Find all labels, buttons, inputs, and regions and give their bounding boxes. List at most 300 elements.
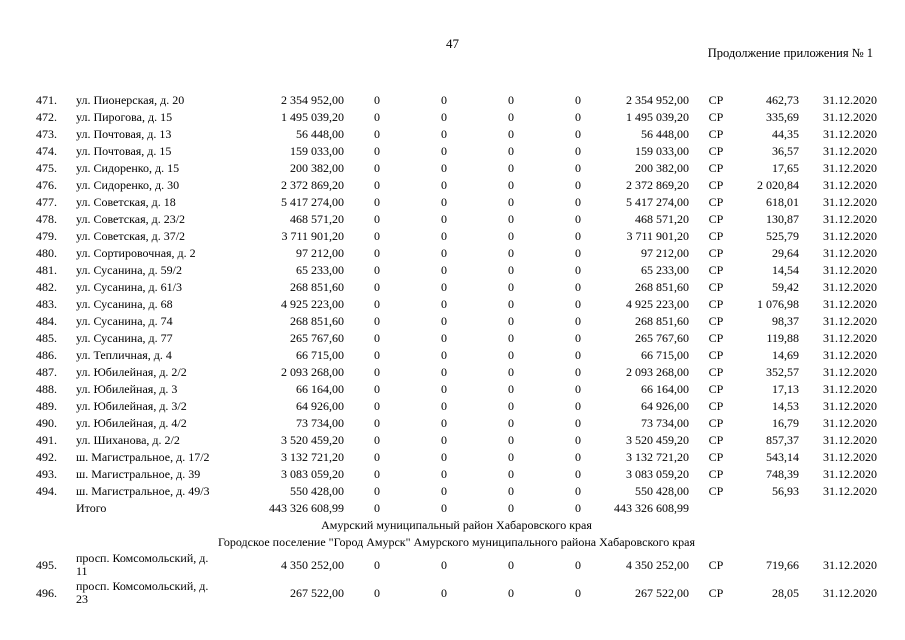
- row-zero-3: 0: [508, 331, 514, 345]
- row-zero-1: 0: [374, 557, 380, 572]
- row-zero-2: 0: [441, 144, 447, 158]
- row-type: СР: [708, 433, 724, 447]
- row-zero-3: 0: [508, 557, 514, 572]
- row-date: 31.12.2020: [823, 161, 877, 175]
- row-value: 119,88: [766, 331, 799, 345]
- table-row: [36, 194, 877, 211]
- row-total: 66 164,00: [296, 382, 344, 396]
- row-zero-3: 0: [508, 416, 514, 430]
- row-total: 2 354 952,00: [281, 93, 344, 107]
- row-zero-4: 0: [575, 263, 581, 277]
- total-zero-3: 0: [508, 501, 514, 515]
- row-total: 5 417 274,00: [281, 195, 344, 209]
- table-row: [36, 449, 877, 466]
- row-value: 857,37: [766, 433, 799, 447]
- row-zero-2: 0: [441, 178, 447, 192]
- row-zero-3: 0: [508, 280, 514, 294]
- row-zero-1: 0: [374, 399, 380, 413]
- row-zero-4: 0: [575, 557, 581, 572]
- row-value: 2 020,84: [757, 178, 799, 192]
- row-total: 64 926,00: [296, 399, 344, 413]
- table-row: [36, 92, 877, 109]
- row-zero-2: 0: [441, 365, 447, 379]
- row-number: 495.: [36, 557, 57, 572]
- row-zero-3: 0: [508, 144, 514, 158]
- row-value: 525,79: [766, 229, 799, 243]
- row-sum: 265 767,60: [635, 331, 689, 345]
- registry-table: [36, 92, 877, 607]
- row-zero-4: 0: [575, 297, 581, 311]
- row-zero-2: 0: [441, 161, 447, 175]
- total-zero-2: 0: [441, 501, 447, 515]
- row-type: СР: [708, 450, 724, 464]
- row-date: 31.12.2020: [823, 263, 877, 277]
- row-type: СР: [708, 144, 724, 158]
- row-zero-4: 0: [575, 127, 581, 141]
- row-address: ул. Юбилейная, д. 3: [76, 382, 178, 396]
- row-total: 56 448,00: [296, 127, 344, 141]
- table-row: [36, 211, 877, 228]
- total-label: Итого: [76, 501, 107, 515]
- row-sum: 64 926,00: [641, 399, 689, 413]
- row-value: 98,37: [772, 314, 799, 328]
- row-total: 3 520 459,20: [281, 433, 344, 447]
- row-zero-1: 0: [374, 127, 380, 141]
- section-heading-row: [36, 534, 877, 551]
- row-zero-2: 0: [441, 484, 447, 498]
- row-date: 31.12.2020: [823, 585, 877, 600]
- row-value: 56,93: [772, 484, 799, 498]
- row-zero-2: 0: [441, 467, 447, 481]
- row-zero-2: 0: [441, 195, 447, 209]
- table-row: [36, 313, 877, 330]
- row-address: ул. Сусанина, д. 74: [76, 314, 173, 328]
- row-number: 486.: [36, 348, 57, 362]
- row-number: 492.: [36, 450, 57, 464]
- row-zero-4: 0: [575, 433, 581, 447]
- total-amount: 443 326 608,99: [269, 501, 344, 515]
- row-value: 28,05: [772, 585, 799, 600]
- row-type: СР: [708, 246, 724, 260]
- row-zero-3: 0: [508, 229, 514, 243]
- table-row: [36, 432, 877, 449]
- row-zero-1: 0: [374, 416, 380, 430]
- row-date: 31.12.2020: [823, 399, 877, 413]
- section-heading-district: Амурский муниципальный район Хабаровского края: [321, 518, 592, 532]
- row-sum: 66 715,00: [641, 348, 689, 362]
- row-number: 490.: [36, 416, 57, 430]
- row-zero-2: 0: [441, 110, 447, 124]
- table-row: [36, 245, 877, 262]
- row-zero-3: 0: [508, 127, 514, 141]
- row-sum: 97 212,00: [641, 246, 689, 260]
- row-zero-1: 0: [374, 178, 380, 192]
- total-zero-1: 0: [374, 501, 380, 515]
- total-num-cell: [36, 500, 70, 517]
- row-zero-1: 0: [374, 348, 380, 362]
- table-body: [36, 92, 877, 500]
- row-value: 14,54: [772, 263, 799, 277]
- row-number: 479.: [36, 229, 57, 243]
- row-sum: 2 372 869,20: [626, 178, 689, 192]
- row-value: 335,69: [766, 110, 799, 124]
- row-type: СР: [708, 212, 724, 226]
- row-address: ул. Почтовая, д. 13: [76, 127, 172, 141]
- row-number: 473.: [36, 127, 57, 141]
- row-number: 472.: [36, 110, 57, 124]
- row-zero-3: 0: [508, 484, 514, 498]
- row-total: 159 033,00: [290, 144, 344, 158]
- row-zero-3: 0: [508, 348, 514, 362]
- row-sum: 550 428,00: [635, 484, 689, 498]
- row-date: 31.12.2020: [823, 314, 877, 328]
- row-zero-4: 0: [575, 161, 581, 175]
- row-type: СР: [708, 416, 724, 430]
- table-row: [36, 381, 877, 398]
- row-address: ул. Сидоренко, д. 15: [76, 161, 180, 175]
- row-zero-1: 0: [374, 212, 380, 226]
- row-number: 478.: [36, 212, 57, 226]
- row-value: 29,64: [772, 246, 799, 260]
- table-row: [36, 415, 877, 432]
- row-zero-2: 0: [441, 382, 447, 396]
- row-total: 550 428,00: [290, 484, 344, 498]
- row-total: 65 233,00: [296, 263, 344, 277]
- row-zero-4: 0: [575, 212, 581, 226]
- row-type: СР: [708, 195, 724, 209]
- row-date: 31.12.2020: [823, 450, 877, 464]
- row-total: 4 350 252,00: [281, 557, 344, 572]
- row-zero-3: 0: [508, 212, 514, 226]
- row-total: 3 083 059,20: [281, 467, 344, 481]
- row-zero-4: 0: [575, 348, 581, 362]
- row-type: СР: [708, 331, 724, 345]
- row-zero-1: 0: [374, 467, 380, 481]
- row-number: 493.: [36, 467, 57, 481]
- row-zero-4: 0: [575, 399, 581, 413]
- row-sum: 200 382,00: [635, 161, 689, 175]
- row-sum: 3 083 059,20: [626, 467, 689, 481]
- row-zero-4: 0: [575, 467, 581, 481]
- row-zero-4: 0: [575, 229, 581, 243]
- table-row: [36, 160, 877, 177]
- row-date: 31.12.2020: [823, 467, 877, 481]
- row-sum: 2 093 268,00: [626, 365, 689, 379]
- row-date: 31.12.2020: [823, 110, 877, 124]
- row-zero-3: 0: [508, 161, 514, 175]
- row-date: 31.12.2020: [823, 557, 877, 572]
- row-address: ш. Магистральное, д. 39: [76, 467, 201, 481]
- row-value: 462,73: [766, 93, 799, 107]
- row-zero-2: 0: [441, 297, 447, 311]
- row-type: СР: [708, 161, 724, 175]
- row-zero-4: 0: [575, 195, 581, 209]
- row-value: 748,39: [766, 467, 799, 481]
- page-number: 47: [446, 36, 459, 51]
- row-date: 31.12.2020: [823, 212, 877, 226]
- row-total: 3 132 721,20: [281, 450, 344, 464]
- row-address: ул. Юбилейная, д. 2/2: [76, 365, 187, 379]
- row-zero-4: 0: [575, 416, 581, 430]
- row-zero-2: 0: [441, 450, 447, 464]
- row-value: 14,53: [772, 399, 799, 413]
- row-number: 474.: [36, 144, 57, 158]
- row-type: СР: [708, 263, 724, 277]
- row-sum: 267 522,00: [635, 585, 689, 600]
- total-sum: 443 326 608,99: [614, 501, 689, 515]
- row-zero-4: 0: [575, 246, 581, 260]
- row-date: 31.12.2020: [823, 195, 877, 209]
- row-zero-2: 0: [441, 246, 447, 260]
- row-sum: 159 033,00: [635, 144, 689, 158]
- row-zero-1: 0: [374, 246, 380, 260]
- row-total: 3 711 901,20: [281, 229, 344, 243]
- row-zero-3: 0: [508, 399, 514, 413]
- row-total: 73 734,00: [296, 416, 344, 430]
- row-type: СР: [708, 280, 724, 294]
- table-row: [36, 398, 877, 415]
- row-zero-2: 0: [441, 127, 447, 141]
- section-heading-settlement: Городское поселение "Город Амурск" Амурского муниципального района Хабаровского края: [218, 535, 695, 549]
- row-zero-4: 0: [575, 365, 581, 379]
- row-zero-3: 0: [508, 178, 514, 192]
- row-zero-1: 0: [374, 263, 380, 277]
- row-zero-2: 0: [441, 399, 447, 413]
- table-row: [36, 109, 877, 126]
- row-zero-2: 0: [441, 585, 447, 600]
- row-zero-4: 0: [575, 314, 581, 328]
- row-address: ул. Сидоренко, д. 30: [76, 178, 180, 192]
- table-body-section2: [36, 551, 877, 607]
- row-total: 265 767,60: [290, 331, 344, 345]
- row-address: ул. Сортировочная, д. 2: [76, 246, 196, 260]
- row-number: 471.: [36, 93, 57, 107]
- row-address: просп. Комсомольский, д. 11: [76, 551, 209, 578]
- row-sum: 1 495 039,20: [626, 110, 689, 124]
- table-row: [36, 296, 877, 313]
- row-date: 31.12.2020: [823, 144, 877, 158]
- row-zero-2: 0: [441, 416, 447, 430]
- row-address: ул. Советская, д. 18: [76, 195, 176, 209]
- row-type: СР: [708, 585, 724, 600]
- table-row: [36, 330, 877, 347]
- row-type: СР: [708, 467, 724, 481]
- row-zero-1: 0: [374, 297, 380, 311]
- row-sum: 3 132 721,20: [626, 450, 689, 464]
- table-row: [36, 177, 877, 194]
- row-address: ул. Почтовая, д. 15: [76, 144, 172, 158]
- row-zero-1: 0: [374, 433, 380, 447]
- table-row: [36, 228, 877, 245]
- row-number: 488.: [36, 382, 57, 396]
- row-number: 476.: [36, 178, 57, 192]
- table-row: [36, 364, 877, 381]
- total-zero-4: 0: [575, 501, 581, 515]
- row-zero-2: 0: [441, 93, 447, 107]
- row-zero-2: 0: [441, 263, 447, 277]
- row-address: ул. Тепличная, д. 4: [76, 348, 172, 362]
- row-zero-1: 0: [374, 110, 380, 124]
- row-date: 31.12.2020: [823, 331, 877, 345]
- row-date: 31.12.2020: [823, 433, 877, 447]
- row-number: 480.: [36, 246, 57, 260]
- row-zero-1: 0: [374, 585, 380, 600]
- row-zero-4: 0: [575, 280, 581, 294]
- row-zero-3: 0: [508, 450, 514, 464]
- row-zero-3: 0: [508, 314, 514, 328]
- row-number: 475.: [36, 161, 57, 175]
- row-zero-2: 0: [441, 314, 447, 328]
- row-zero-2: 0: [441, 433, 447, 447]
- row-total: 2 093 268,00: [281, 365, 344, 379]
- row-number: 496.: [36, 585, 57, 600]
- row-total: 1 495 039,20: [281, 110, 344, 124]
- row-number: 491.: [36, 433, 57, 447]
- row-type: СР: [708, 314, 724, 328]
- section-heading-row: [36, 517, 877, 534]
- row-zero-1: 0: [374, 229, 380, 243]
- row-type: СР: [708, 557, 724, 572]
- row-type: СР: [708, 110, 724, 124]
- row-type: СР: [708, 93, 724, 107]
- row-sum: 56 448,00: [641, 127, 689, 141]
- row-zero-2: 0: [441, 229, 447, 243]
- row-zero-3: 0: [508, 263, 514, 277]
- row-zero-2: 0: [441, 212, 447, 226]
- row-number: 484.: [36, 314, 57, 328]
- row-zero-1: 0: [374, 93, 380, 107]
- table-row: [36, 551, 877, 579]
- row-address: ул. Шиханова, д. 2/2: [76, 433, 180, 447]
- row-value: 17,65: [772, 161, 799, 175]
- row-number: 494.: [36, 484, 57, 498]
- row-zero-2: 0: [441, 331, 447, 345]
- row-sum: 4 925 223,00: [626, 297, 689, 311]
- row-sum: 5 417 274,00: [626, 195, 689, 209]
- row-date: 31.12.2020: [823, 280, 877, 294]
- row-address: ул. Сусанина, д. 68: [76, 297, 173, 311]
- row-date: 31.12.2020: [823, 178, 877, 192]
- row-zero-4: 0: [575, 110, 581, 124]
- row-address: ш. Магистральное, д. 17/2: [76, 450, 210, 464]
- row-type: СР: [708, 348, 724, 362]
- row-zero-3: 0: [508, 297, 514, 311]
- row-zero-3: 0: [508, 195, 514, 209]
- table-row: [36, 262, 877, 279]
- row-date: 31.12.2020: [823, 229, 877, 243]
- row-type: СР: [708, 178, 724, 192]
- row-zero-1: 0: [374, 144, 380, 158]
- row-value: 44,35: [772, 127, 799, 141]
- row-sum: 2 354 952,00: [626, 93, 689, 107]
- row-type: СР: [708, 365, 724, 379]
- row-address: ул. Юбилейная, д. 4/2: [76, 416, 187, 430]
- table-row: [36, 579, 877, 607]
- row-zero-1: 0: [374, 450, 380, 464]
- row-value: 352,57: [766, 365, 799, 379]
- row-value: 59,42: [772, 280, 799, 294]
- table-row: [36, 126, 877, 143]
- row-total: 97 212,00: [296, 246, 344, 260]
- row-total: 268 851,60: [290, 314, 344, 328]
- row-zero-4: 0: [575, 93, 581, 107]
- row-sum: 4 350 252,00: [626, 557, 689, 572]
- row-zero-4: 0: [575, 484, 581, 498]
- row-address: ул. Пионерская, д. 20: [76, 93, 185, 107]
- row-total: 268 851,60: [290, 280, 344, 294]
- row-sum: 3 711 901,20: [626, 229, 689, 243]
- row-zero-1: 0: [374, 280, 380, 294]
- row-zero-2: 0: [441, 348, 447, 362]
- table-row: [36, 347, 877, 364]
- row-zero-1: 0: [374, 365, 380, 379]
- row-number: 477.: [36, 195, 57, 209]
- row-zero-4: 0: [575, 144, 581, 158]
- row-value: 618,01: [766, 195, 799, 209]
- row-zero-2: 0: [441, 557, 447, 572]
- row-value: 130,87: [766, 212, 799, 226]
- row-date: 31.12.2020: [823, 127, 877, 141]
- row-value: 719,66: [766, 557, 799, 572]
- row-date: 31.12.2020: [823, 93, 877, 107]
- continuation-caption: Продолжение приложения № 1: [707, 46, 873, 60]
- row-zero-1: 0: [374, 382, 380, 396]
- row-address: ул. Советская, д. 37/2: [76, 229, 186, 243]
- row-total: 4 925 223,00: [281, 297, 344, 311]
- table-row: [36, 483, 877, 500]
- row-zero-4: 0: [575, 382, 581, 396]
- row-value: 36,57: [772, 144, 799, 158]
- row-zero-4: 0: [575, 331, 581, 345]
- row-date: 31.12.2020: [823, 416, 877, 430]
- row-zero-3: 0: [508, 585, 514, 600]
- row-date: 31.12.2020: [823, 348, 877, 362]
- total-row: [36, 500, 877, 517]
- row-total: 66 715,00: [296, 348, 344, 362]
- row-sum: 65 233,00: [641, 263, 689, 277]
- row-address: ул. Советская, д. 23/2: [76, 212, 186, 226]
- row-zero-4: 0: [575, 450, 581, 464]
- row-address: ш. Магистральное, д. 49/3: [76, 484, 210, 498]
- row-number: 489.: [36, 399, 57, 413]
- row-zero-2: 0: [441, 280, 447, 294]
- table-row: [36, 279, 877, 296]
- row-number: 482.: [36, 280, 57, 294]
- row-type: СР: [708, 399, 724, 413]
- row-zero-4: 0: [575, 585, 581, 600]
- row-value: 14,69: [772, 348, 799, 362]
- row-zero-4: 0: [575, 178, 581, 192]
- row-value: 543,14: [766, 450, 799, 464]
- row-value: 16,79: [772, 416, 799, 430]
- row-total: 2 372 869,20: [281, 178, 344, 192]
- row-date: 31.12.2020: [823, 484, 877, 498]
- row-type: СР: [708, 484, 724, 498]
- row-date: 31.12.2020: [823, 246, 877, 260]
- row-date: 31.12.2020: [823, 382, 877, 396]
- row-sum: 66 164,00: [641, 382, 689, 396]
- totals-body: [36, 500, 877, 551]
- row-number: 487.: [36, 365, 57, 379]
- row-address: просп. Комсомольский, д. 23: [76, 579, 209, 606]
- row-sum: 3 520 459,20: [626, 433, 689, 447]
- row-zero-3: 0: [508, 467, 514, 481]
- row-number: 483.: [36, 297, 57, 311]
- row-type: СР: [708, 297, 724, 311]
- row-zero-1: 0: [374, 484, 380, 498]
- row-zero-1: 0: [374, 331, 380, 345]
- row-value: 1 076,98: [757, 297, 799, 311]
